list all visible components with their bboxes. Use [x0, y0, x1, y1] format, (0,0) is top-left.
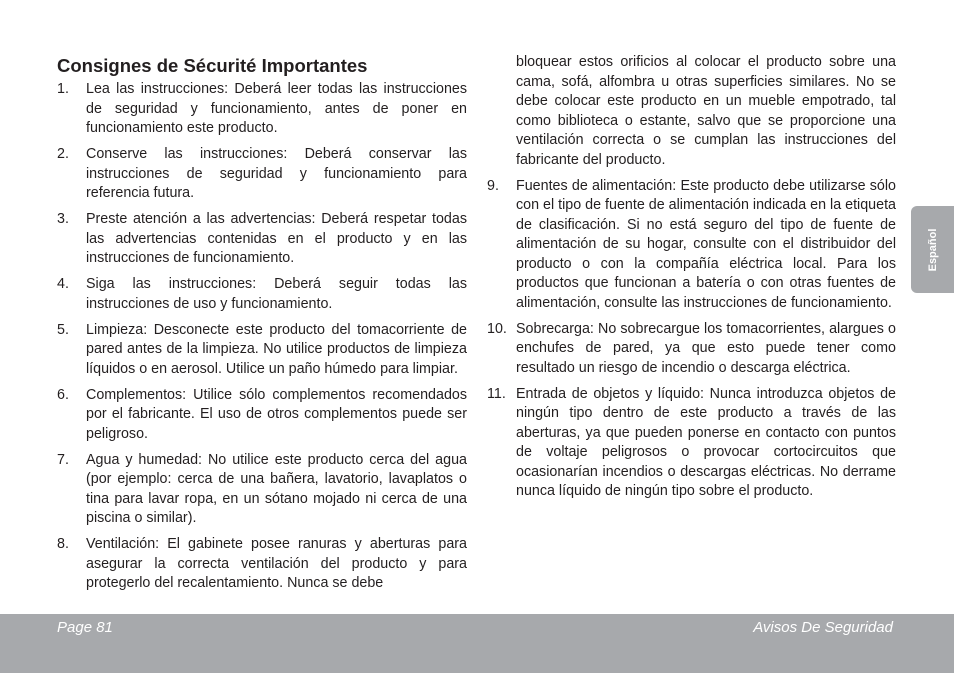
item-text: Limpieza: Desconecte este producto del tomacorriente de pared antes de la limpieza. No utilice productos de limpieza líquidos o en aerosol. Utilice un paño húmedo para limpiar. [86, 321, 467, 377]
item-text: Agua y humedad: No utilice este producto cerca del agua (por ejemplo: cerca de una bañera, lavatorio, lavaplatos o tina para lavar ropa, en un sótano mojado ni cerca de una piscina o similar). [86, 451, 467, 526]
page-number: Page 81 [57, 619, 113, 636]
item-text: Ventilación: El gabinete posee ranuras y aberturas para asegurar la correcta ventilación del producto y para protegerlo del recalentamiento. Nunca se debe [86, 536, 467, 591]
item-number: 5. [57, 321, 69, 338]
item-text: Lea las instrucciones: Deberá leer todas las instrucciones de seguridad y funcionamiento, antes de poner en funcionamiento este producto. [86, 81, 467, 136]
list-item [487, 320, 896, 379]
item-number: 2. [57, 146, 69, 162]
list-item [487, 385, 896, 502]
item-number: 10. [487, 320, 507, 337]
language-tab-label: Español [926, 228, 939, 271]
list-item [57, 210, 467, 269]
item-text: Sobrecarga: No sobrecargue los tomacorrientes, alargues o enchufes de pared, ya que esto puede tener como resultado un riesgo de incendio o descarga eléctrica. [516, 320, 896, 376]
item-number: 1. [57, 81, 69, 97]
list-item [57, 275, 467, 314]
list-item [57, 80, 467, 139]
language-tab [911, 206, 954, 293]
item-number: 4. [57, 276, 69, 292]
item-number: 3. [57, 211, 69, 227]
list-item [57, 535, 467, 594]
item-number: 11. [487, 385, 506, 402]
item-text: bloquear estos orificios al colocar el producto sobre una cama, sofá, alfombra u otras superficies similares. No se debe colocar este producto en un mueble empotrado, tal como biblioteca o estante, salvo que se proporcione una ventilación correcta o se cumplan las instrucciones del fabricante del producto. [516, 54, 896, 168]
section-name: Avisos De Seguridad [753, 619, 893, 636]
list-item [57, 386, 467, 445]
item-number: 9. [487, 177, 499, 194]
item-number: 6. [57, 386, 69, 403]
item-text: Conserve las instrucciones: Deberá conservar las instrucciones de seguridad y funcionamiento para referencia futura. [86, 146, 467, 201]
item-text: Preste atención a las advertencias: Deberá respetar todas las advertencias contenidas en el producto y en las instrucciones de funcionamiento. [86, 211, 467, 266]
item-text: Fuentes de alimentación: Este producto debe utilizarse sólo con el tipo de fuente de alimentación indicada en la etiqueta de clasificación. Si no está seguro del tipo de fuente de alimentación de su hogar, consulte con el distribuidor del producto o con la compañía eléctrica local. Para los productos que funcionan a batería o con otras fuentes de alimentación, consulte las instrucciones de funcionamiento. [516, 177, 896, 311]
item-number: 7. [57, 451, 69, 468]
list-item-continuation [487, 53, 896, 170]
list-item [57, 321, 467, 380]
footer-bar [0, 614, 954, 673]
list-item [57, 451, 467, 529]
list-item [487, 177, 896, 314]
item-number: 8. [57, 536, 69, 552]
list-item [57, 145, 467, 204]
left-list [57, 80, 467, 600]
section-title: Consignes de Sécurité Importantes [57, 55, 368, 76]
right-list [487, 53, 896, 508]
item-text: Entrada de objetos y líquido: Nunca introduzca objetos de ningún tipo dentro de este producto a través de las aberturas, ya que pueden ponerse en contacto con puntos de voltaje peligrosos o provocar cortocircuitos que ocasionarían incendios o descargas eléctricas. No derrame nunca líquido de ningún tipo sobre el producto. [516, 385, 896, 499]
item-text: Siga las instrucciones: Deberá seguir todas las instrucciones de uso y funcionamiento. [86, 276, 467, 312]
item-text: Complementos: Utilice sólo complementos recomendados por el fabricante. El uso de otros complementos puede ser peligroso. [86, 386, 467, 442]
